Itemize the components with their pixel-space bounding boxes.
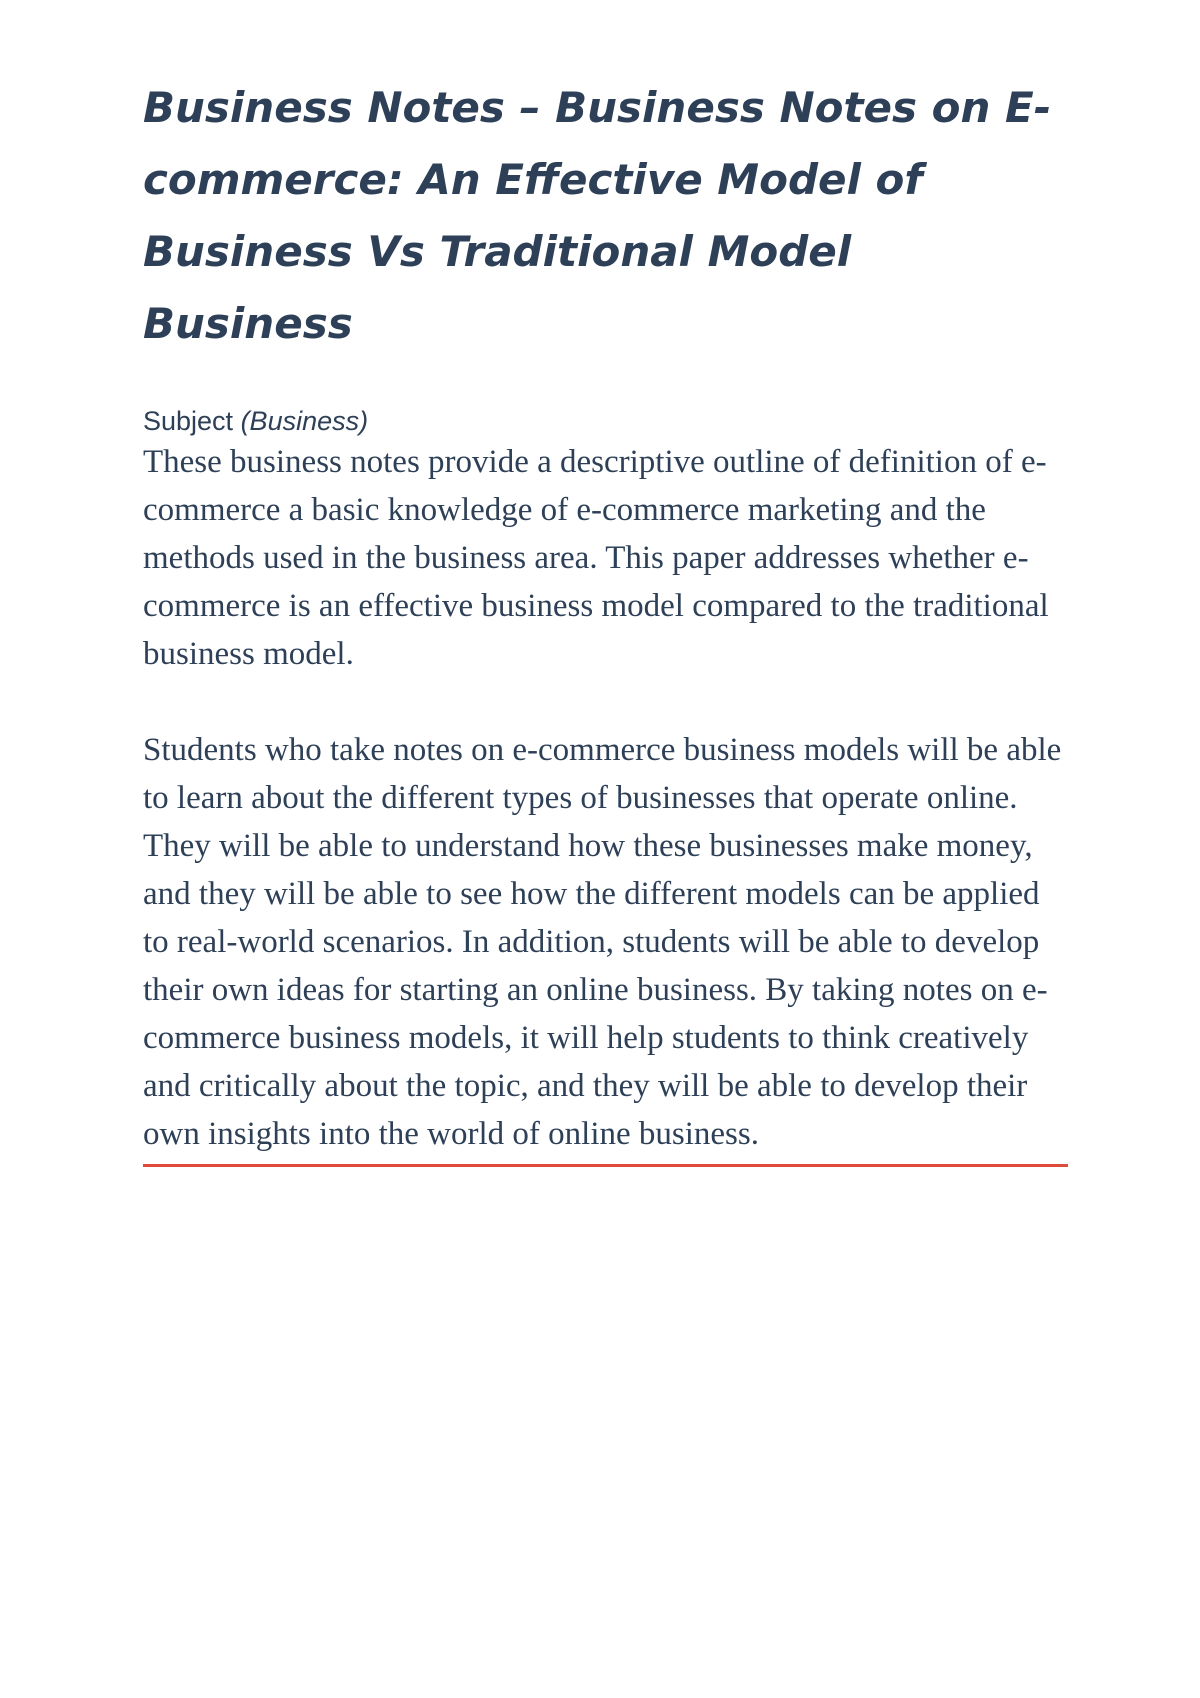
document-title: Business Notes – Business Notes on E-commerce: An Effective Model of Business Vs Traditional Model Business [143, 83, 1052, 348]
intro-paragraph: These business notes provide a descriptive outline of definition of e-commerce a basic knowledge of e-commerce marketing and the methods used in the business area. This paper addresses whether e-commerce is an effective business model compared to the traditional business model. [143, 444, 1049, 672]
subject-line [143, 404, 1068, 438]
document-content [143, 72, 1068, 1167]
subject-value: (Business) [240, 406, 369, 436]
body-paragraph: Students who take notes on e-commerce business models will be able to learn about the different types of businesses that operate online. They will be able to understand how these businesses make money, and they will be able to see how the different models can be applied to real-world scenarios. In addition, students will be able to develop their own ideas for starting an online business. By taking notes on e-commerce business models, it will help students to think creatively and critically about the topic, and they will be able to develop their own insights into the world of online business. [143, 732, 1062, 1152]
section-divider [143, 1164, 1068, 1167]
subject-label: Subject [143, 406, 241, 436]
